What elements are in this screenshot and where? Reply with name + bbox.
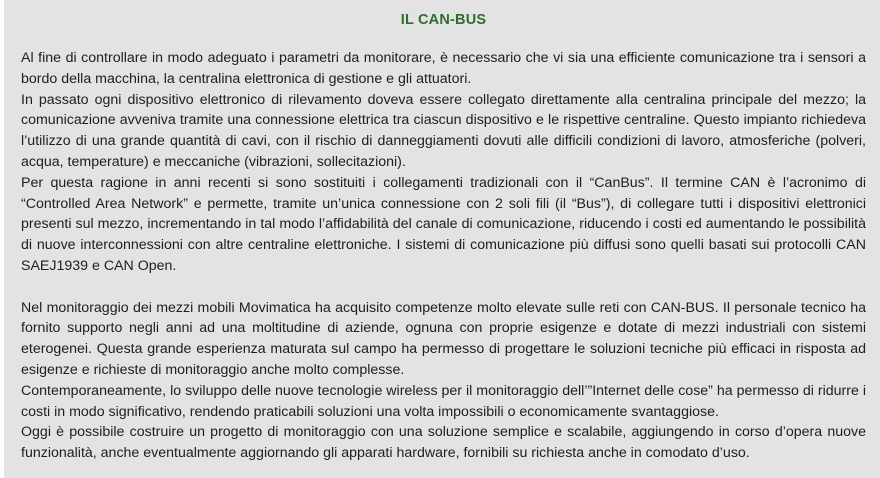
paragraph: Per questa ragione in anni recenti si sono sostituiti i collegamenti tradizionali con il “CanBus”. Il termine CAN è l’acronimo di “Controlled Area Network” e permette, tramite un’unica connessione con 2 soli fili (il “Bus”), di collegare tutti i dispositivi elettronici presenti sul mezzo, incrementando in tal modo l’affidabilità del canale di comunicazione, riducendo i costi ed aumentando le possibilità di nuove interconnessioni con altre centraline elettroniche. I sistemi di comunicazione più diffusi sono quelli basati sui protocolli CAN SAEJ1939 e CAN Open.: [21, 174, 866, 274]
content-panel: [4, 0, 880, 478]
section-movimatica: [21, 298, 866, 464]
paragraph: In passato ogni dispositivo elettronico di rilevamento doveva essere collegato direttamente alla centralina principale del mezzo; la comunicazione avveniva tramite una connessione elettrica tra ciascun dispositivo e le rispettive centraline. Questo impianto richiedeva l’utilizzo di una grande quantità di cavi, con il rischio di danneggiamenti dovuti alle difficili condizioni di lavoro, atmosferiche (polveri, acqua, temperature) e meccaniche (vibrazioni, sollecitazioni).: [21, 91, 866, 170]
section-can-bus-intro: [21, 48, 866, 277]
paragraph: Contemporaneamente, lo sviluppo delle nuove tecnologie wireless per il monitoraggio dell’”Internet delle cose” ha permesso di ridurre i costi in modo significativo, rendendo praticabili soluzioni una volta impossibili o economicamente svantaggiose.: [21, 382, 866, 420]
paragraph: Oggi è possibile costruire un progetto di monitoraggio con una soluzione semplice e scalabile, aggiungendo in corso d’opera nuove funzionalità, anche eventualmente aggiornando gli apparati hardware, fornibili su richiesta anche in comodato d’uso.: [21, 424, 866, 462]
page-title: IL CAN-BUS: [400, 12, 487, 28]
paragraph: Nel monitoraggio dei mezzi mobili Movimatica ha acquisito competenze molto elevate sulle reti con CAN-BUS. Il personale tecnico ha fornito supporto negli anni ad una moltitudine di aziende, ognuna con proprie esigenze e dotate di mezzi industriali con sistemi eterogenei. Questa grande esperienza maturata sul campo ha permesso di progettare le soluzioni tecniche più efficaci in risposta ad esigenze e richieste di monitoraggio anche molto complesse.: [21, 299, 866, 378]
paragraph: Al fine di controllare in modo adeguato i parametri da monitorare, è necessario che vi sia una efficiente comunicazione tra i sensori a bordo della macchina, la centralina elettronica di gestione e gli attuatori.: [21, 50, 866, 87]
